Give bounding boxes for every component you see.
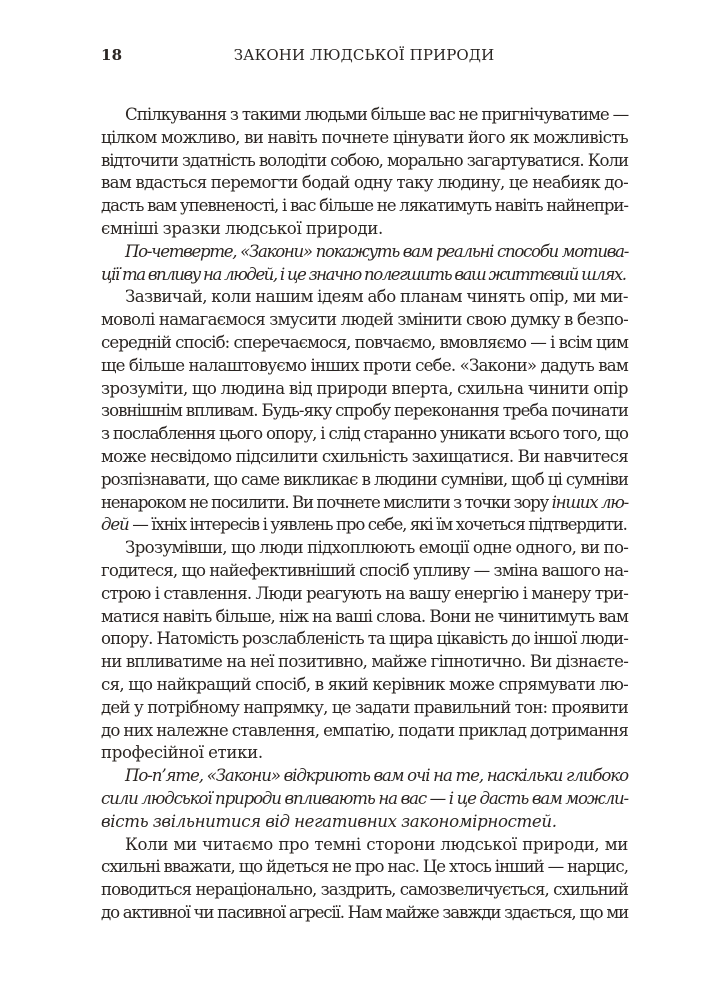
paragraph-6 [101, 834, 628, 925]
text-fragment: ненароком не посилити. Ви почнете мислити з точки зору [101, 492, 552, 512]
text-line: зрозуміти, що людина від природи вперта, схильна чинити опір [101, 378, 628, 398]
text-line: цілком можливо, ви навіть почнете цінувати його як можливість [101, 127, 628, 147]
text-line: вість звільнитися від негативних закономірностей. [101, 811, 557, 831]
text-line: дей у потрібному напрямку, це задати правильний тон: проявити [101, 697, 628, 717]
text-line: Зазвичай, коли нашим ідеям або планам чинять опір, ми ми- [125, 287, 628, 307]
paragraph-3 [101, 286, 628, 537]
text-line [101, 514, 628, 537]
text-line: Зрозумівши, що люди підхоплюють емоції одне одного, ви по- [125, 538, 629, 558]
page-header [101, 46, 627, 70]
text-line: середній спосіб: сперечаємося, повчаємо, вмовляємо — і всім цим [101, 332, 628, 352]
paragraph-5-italic [101, 765, 628, 833]
text-line: годитеся, що найефективніший спосіб упливу — зміна вашого на- [101, 560, 628, 580]
text-line: Коли ми читаємо про темні сторони людської природи, ми [125, 834, 628, 854]
text-line: ції та впливу на людей, і це значно полегшить ваш життєвий шлях. [101, 264, 626, 284]
text-line: професійної етики. [101, 743, 263, 763]
text-line: з послаблення цього опору, і слід старанно уникати всього того, що [101, 424, 628, 444]
text-line: строю і ставлення. Люди реагують на вашу енергію і манеру три- [101, 583, 628, 603]
text-line: відточити здатність володіти собою, морально загартуватися. Коли [101, 150, 628, 170]
page-number: 18 [101, 46, 123, 64]
body-text [101, 104, 628, 925]
text-line: вам вдасться перемогти бодай одну таку людину, це неабияк до- [101, 173, 628, 193]
italic-fragment: інших лю- [551, 492, 629, 512]
text-fragment: — їхніх інтересів і уявлень про себе, які їм хочеться підтвердити. [132, 515, 627, 535]
text-line: може несвідомо підсилити схильність захищатися. Ви навчитеся [101, 446, 628, 466]
text-line: ся, що найкращий спосіб, в який керівник може спрямувати лю- [101, 674, 628, 694]
italic-fragment: дей [101, 515, 129, 535]
text-line: до активної чи пасивної агресії. Нам майже завжди здається, що ми [101, 902, 628, 922]
text-line: моволі намагаємося змусити людей змінити свою думку в безпо- [101, 310, 628, 330]
text-line: опору. Натомість розслабленість та щира цікавість до іншої люди- [101, 629, 629, 649]
text-line: поводиться нераціонально, заздрить, самозвеличується, схильний [101, 880, 628, 900]
text-line: до них належне ставлення, емпатію, подати приклад дотримання [101, 720, 629, 740]
text-line: По-четверте, «Закони» покажуть вам реальні способи мотива- [125, 241, 628, 261]
text-line: зовнішнім впливам. Будь-яку спробу переконання треба починати [101, 401, 628, 421]
paragraph-4 [101, 537, 628, 765]
text-line: дасть вам упевненості, і вас більше не лякатимуть навіть найнепри- [101, 196, 628, 216]
paragraph-2-italic [101, 241, 628, 287]
text-line: ємніші зразки людської природи. [101, 218, 383, 238]
text-line: ще більше налаштовуємо інших проти себе. «Закони» дадуть вам [101, 355, 628, 375]
paragraph-1 [101, 104, 628, 241]
running-title: ЗАКОНИ ЛЮДСЬКОЇ ПРИРОДИ [233, 46, 495, 64]
text-line: матися навіть більше, ніж на ваші слова. Вони не чинитимуть вам [101, 606, 628, 626]
text-line: схильні вважати, що йдеться не про нас. Це хтось інший — нарцис, [101, 857, 628, 877]
text-line: По-п’яте, «Закони» відкриють вам очі на те, наскільки глибоко [125, 766, 628, 786]
text-line: сили людської природи впливають на вас — і це дасть вам можли- [101, 788, 628, 808]
text-line: ни впливатиме на неї позитивно, майже гіпнотично. Ви дізнаєте- [101, 652, 628, 672]
text-line [101, 492, 628, 515]
text-line: розпізнавати, що саме викликає в людини сумніви, щоб ці сумніви [101, 469, 628, 489]
text-line: Спілкування з такими людьми більше вас не пригнічуватиме — [125, 105, 629, 124]
